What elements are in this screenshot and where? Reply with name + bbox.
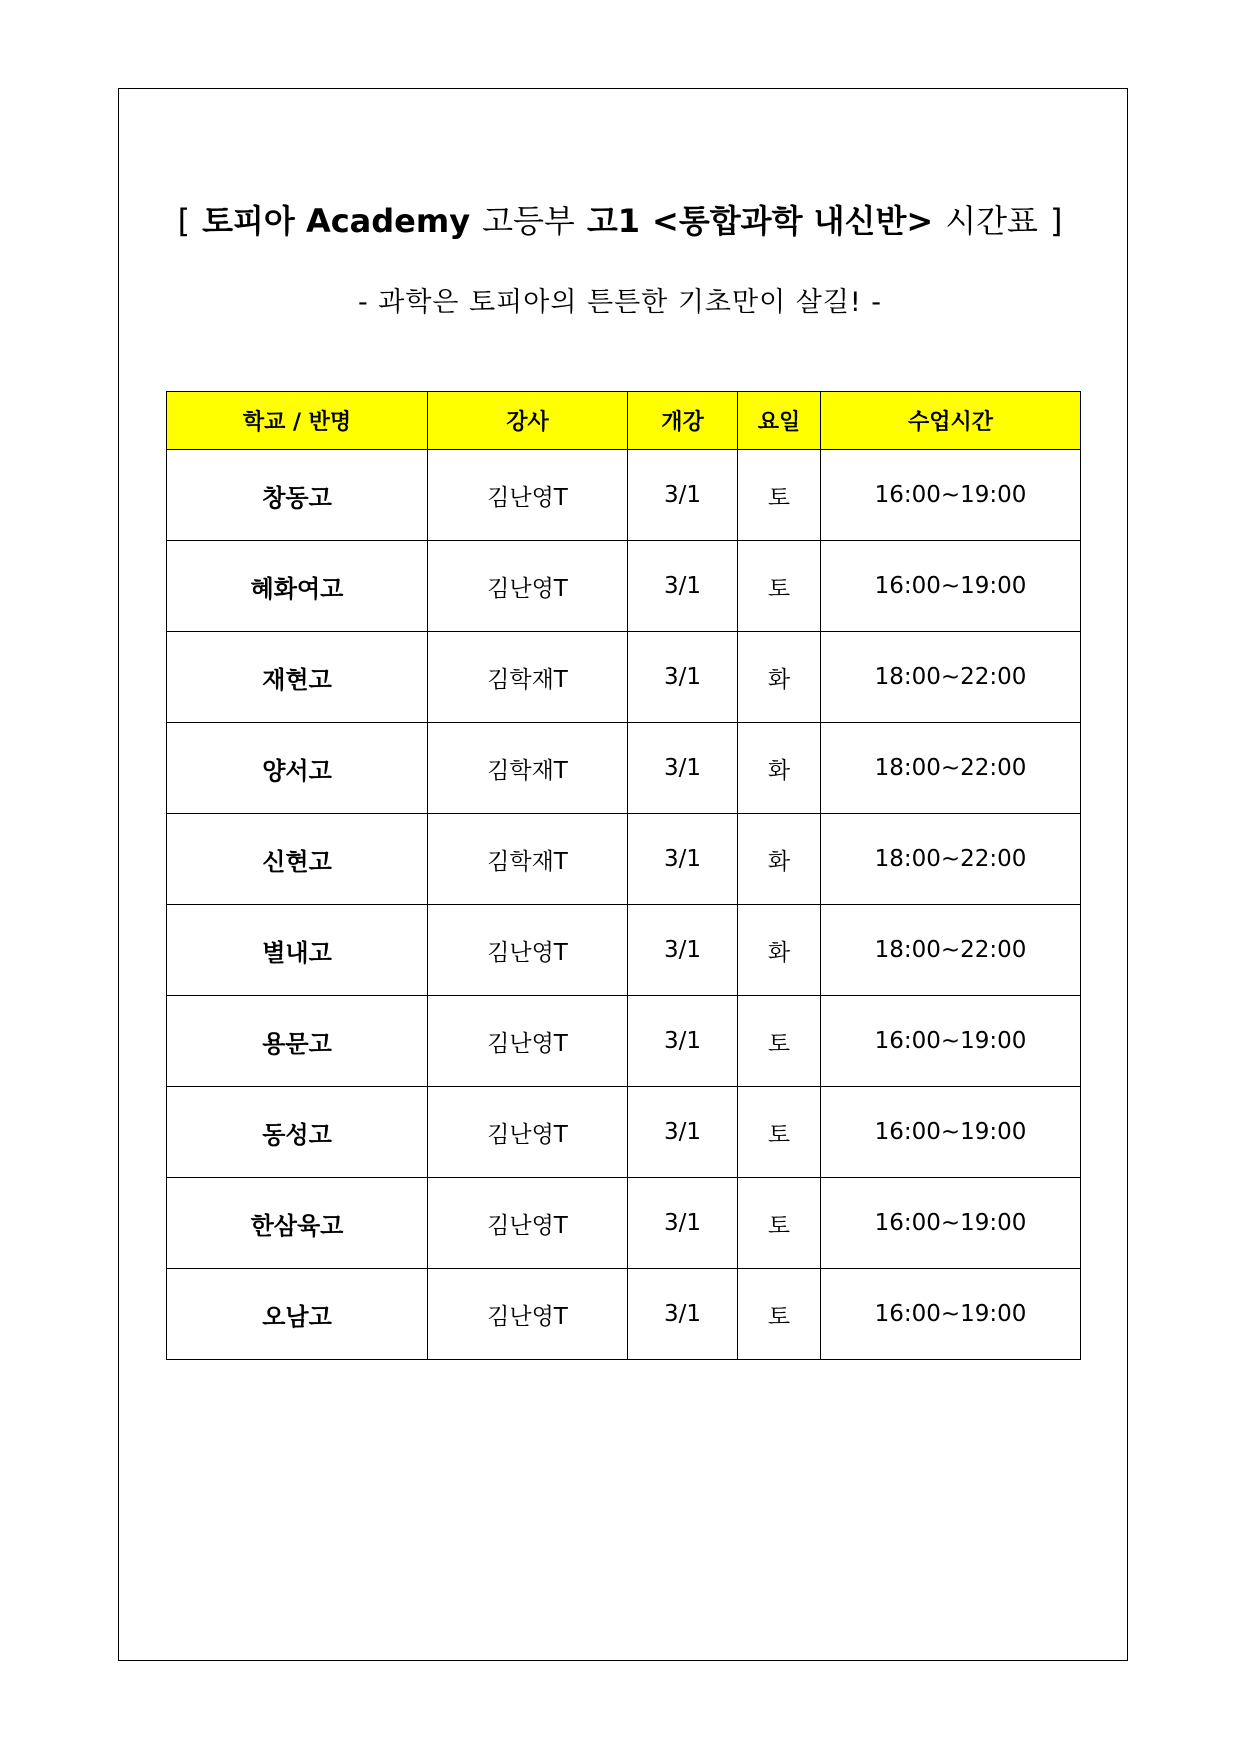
cell-teacher: 김난영T: [428, 1178, 628, 1269]
cell-teacher: 김난영T: [428, 996, 628, 1087]
header-teacher: 강사: [428, 392, 628, 450]
cell-start: 3/1: [628, 996, 738, 1087]
cell-school: 별내고: [167, 905, 428, 996]
table-row: [167, 450, 1081, 541]
cell-time: 18:00~22:00: [821, 905, 1081, 996]
cell-start: 3/1: [628, 632, 738, 723]
cell-time: 18:00~22:00: [821, 723, 1081, 814]
table-row: [167, 632, 1081, 723]
cell-day: 토: [738, 450, 821, 541]
header-school: 학교 / 반명: [167, 392, 428, 450]
cell-teacher: 김난영T: [428, 541, 628, 632]
cell-time: 16:00~19:00: [821, 1178, 1081, 1269]
cell-start: 3/1: [628, 1087, 738, 1178]
table-row: [167, 1178, 1081, 1269]
cell-start: 3/1: [628, 1269, 738, 1360]
cell-day: 토: [738, 1087, 821, 1178]
cell-time: 16:00~19:00: [821, 1087, 1081, 1178]
cell-start: 3/1: [628, 814, 738, 905]
cell-day: 토: [738, 1178, 821, 1269]
table-row: [167, 996, 1081, 1087]
cell-start: 3/1: [628, 723, 738, 814]
cell-day: 토: [738, 541, 821, 632]
title-course: <통합과학 내신반>: [652, 202, 934, 240]
cell-teacher: 김난영T: [428, 450, 628, 541]
table-header-row: [167, 392, 1081, 450]
cell-school: 혜화여고: [167, 541, 428, 632]
cell-day: 토: [738, 1269, 821, 1360]
cell-time: 16:00~19:00: [821, 996, 1081, 1087]
header-start: 개강: [628, 392, 738, 450]
title-close-bracket: ]: [1049, 202, 1063, 240]
cell-day: 화: [738, 632, 821, 723]
cell-day: 화: [738, 814, 821, 905]
cell-start: 3/1: [628, 905, 738, 996]
cell-school: 양서고: [167, 723, 428, 814]
cell-school: 재현고: [167, 632, 428, 723]
cell-teacher: 김학재T: [428, 814, 628, 905]
cell-time: 16:00~19:00: [821, 1269, 1081, 1360]
title-suffix: 시간표: [945, 202, 1038, 240]
cell-teacher: 김학재T: [428, 723, 628, 814]
cell-teacher: 김학재T: [428, 632, 628, 723]
cell-day: 화: [738, 723, 821, 814]
cell-time: 18:00~22:00: [821, 632, 1081, 723]
cell-school: 한삼육고: [167, 1178, 428, 1269]
cell-time: 16:00~19:00: [821, 450, 1081, 541]
schedule-table: [166, 391, 1081, 1360]
cell-start: 3/1: [628, 450, 738, 541]
cell-school: 오남고: [167, 1269, 428, 1360]
table-row: [167, 541, 1081, 632]
cell-school: 신현고: [167, 814, 428, 905]
table-row: [167, 723, 1081, 814]
cell-school: 용문고: [167, 996, 428, 1087]
table-row: [167, 1269, 1081, 1360]
page-title: [0, 196, 1240, 246]
cell-time: 18:00~22:00: [821, 814, 1081, 905]
cell-teacher: 김난영T: [428, 905, 628, 996]
cell-school: 동성고: [167, 1087, 428, 1178]
cell-day: 토: [738, 996, 821, 1087]
cell-start: 3/1: [628, 1178, 738, 1269]
cell-school: 창동고: [167, 450, 428, 541]
title-division: 고등부: [482, 202, 575, 240]
header-day: 요일: [738, 392, 821, 450]
title-brand: 토피아 Academy: [202, 202, 471, 240]
cell-time: 16:00~19:00: [821, 541, 1081, 632]
header-time: 수업시간: [821, 392, 1081, 450]
title-grade: 고1: [586, 202, 641, 240]
cell-start: 3/1: [628, 541, 738, 632]
cell-day: 화: [738, 905, 821, 996]
page-subtitle: - 과학은 토피아의 튼튼한 기초만이 살길! -: [357, 287, 883, 318]
title-open-bracket: [: [177, 202, 191, 240]
cell-teacher: 김난영T: [428, 1269, 628, 1360]
cell-teacher: 김난영T: [428, 1087, 628, 1178]
table-row: [167, 814, 1081, 905]
table-row: [167, 1087, 1081, 1178]
table-row: [167, 905, 1081, 996]
